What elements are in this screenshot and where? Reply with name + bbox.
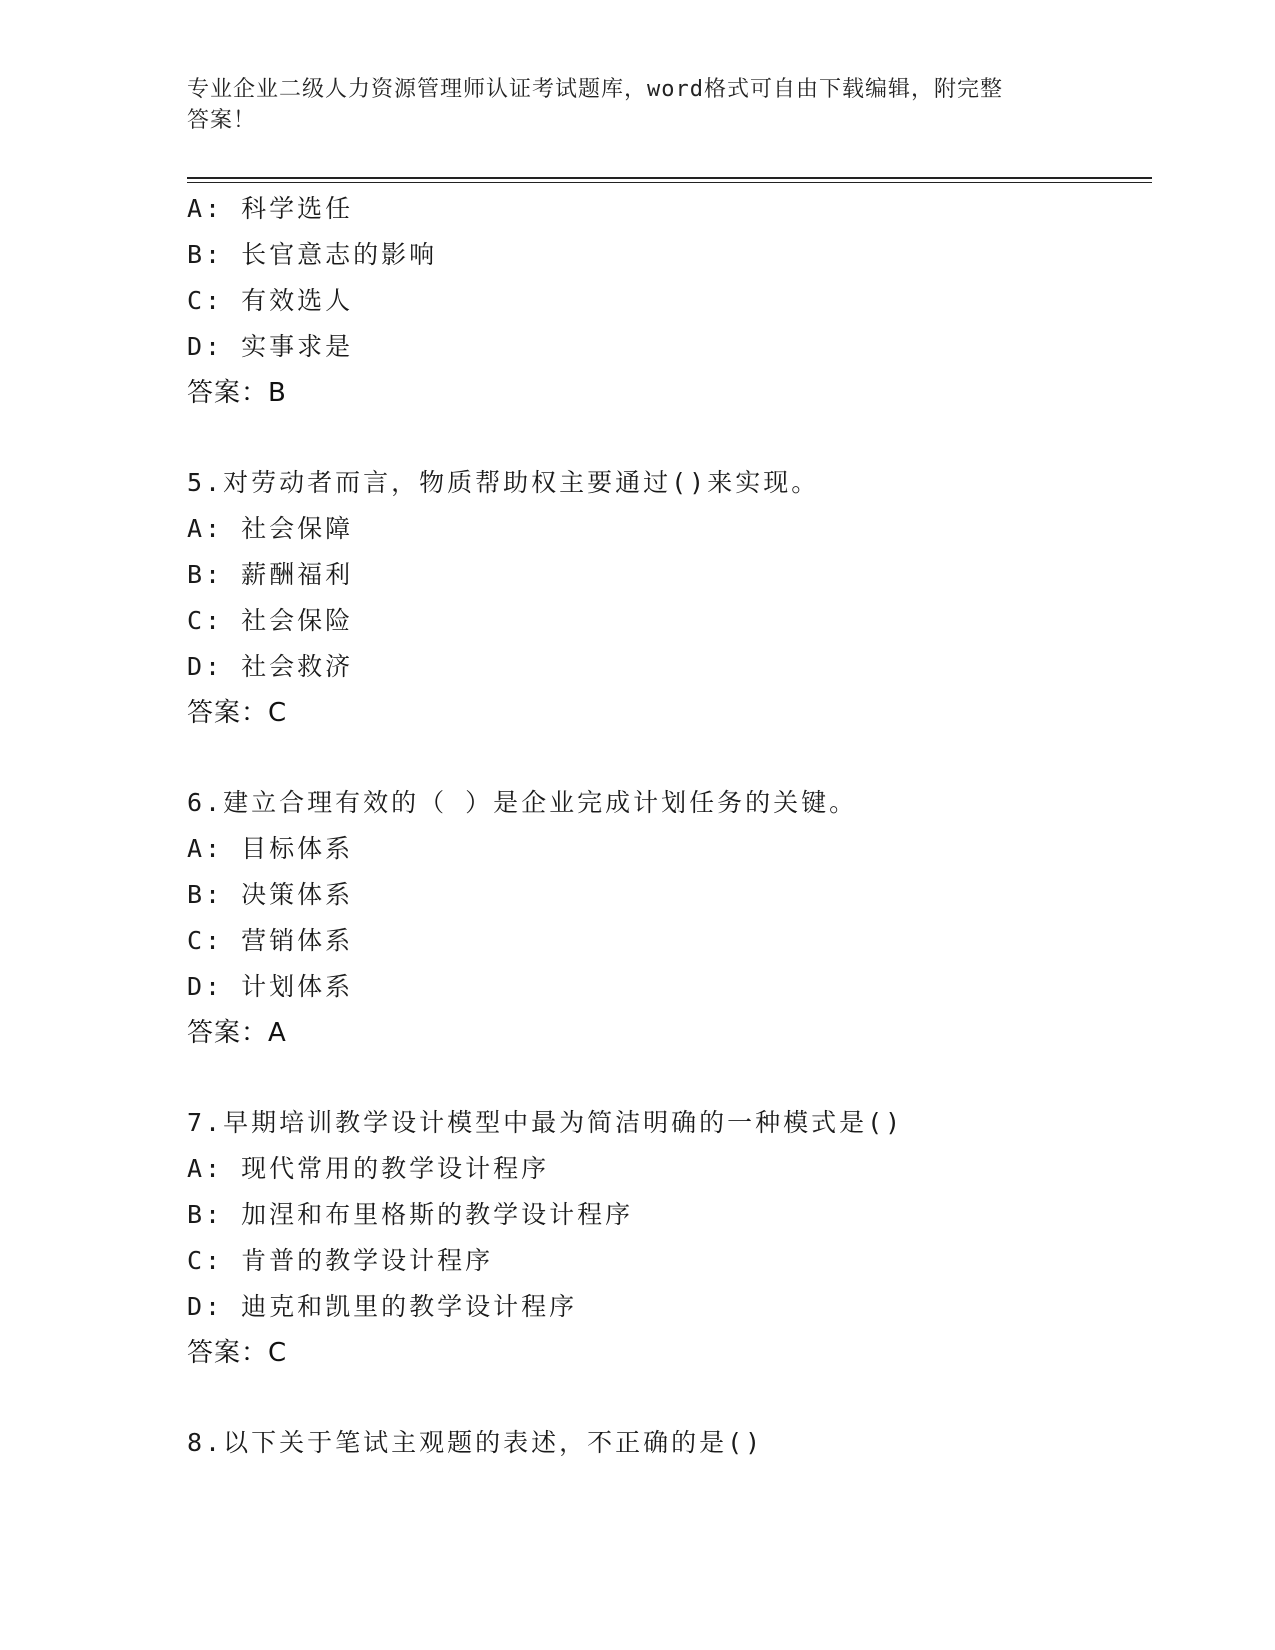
option-a: A: 社会保障 bbox=[187, 514, 354, 543]
answer-label: 答案：A bbox=[187, 1018, 287, 1048]
question-text: 7.早期培训教学设计模型中最为简洁明确的一种模式是() bbox=[187, 1108, 904, 1137]
option-d: D: 迪克和凯里的教学设计程序 bbox=[187, 1292, 578, 1321]
answer-label: 答案：C bbox=[187, 1338, 288, 1368]
header-line-1: 专业企业二级人力资源管理师认证考试题库，word格式可自由下载编辑，附完整 bbox=[187, 77, 1003, 102]
header-divider-thick bbox=[187, 177, 1152, 179]
answer-label: 答案：B bbox=[187, 378, 287, 408]
header-divider-thin bbox=[187, 182, 1152, 183]
option-b: B: 加涅和布里格斯的教学设计程序 bbox=[187, 1200, 634, 1229]
option-a: A: 科学选任 bbox=[187, 194, 354, 223]
option-d: D: 实事求是 bbox=[187, 332, 354, 361]
question-text: 8.以下关于笔试主观题的表述，不正确的是() bbox=[187, 1428, 764, 1457]
document-header bbox=[187, 74, 1087, 136]
question-list bbox=[187, 186, 1152, 1466]
option-b: B: 薪酬福利 bbox=[187, 560, 354, 589]
question-text: 5.对劳动者而言，物质帮助权主要通过()来实现。 bbox=[187, 468, 820, 497]
question-block-7 bbox=[187, 1100, 1152, 1376]
option-c: C: 营销体系 bbox=[187, 926, 354, 955]
question-block-8 bbox=[187, 1420, 1152, 1466]
answer-label: 答案：C bbox=[187, 698, 288, 728]
option-a: A: 现代常用的教学设计程序 bbox=[187, 1154, 550, 1183]
option-c: C: 有效选人 bbox=[187, 286, 354, 315]
option-d: D: 计划体系 bbox=[187, 972, 354, 1001]
question-text: 6.建立合理有效的（ ）是企业完成计划任务的关键。 bbox=[187, 788, 858, 817]
question-block-4 bbox=[187, 186, 1152, 416]
option-a: A: 目标体系 bbox=[187, 834, 354, 863]
option-c: C: 社会保险 bbox=[187, 606, 354, 635]
option-b: B: 决策体系 bbox=[187, 880, 354, 909]
option-c: C: 肯普的教学设计程序 bbox=[187, 1246, 494, 1275]
option-d: D: 社会救济 bbox=[187, 652, 354, 681]
question-block-5 bbox=[187, 460, 1152, 736]
question-block-6 bbox=[187, 780, 1152, 1056]
header-line-2: 答案！ bbox=[187, 108, 257, 133]
option-b: B: 长官意志的影响 bbox=[187, 240, 438, 269]
